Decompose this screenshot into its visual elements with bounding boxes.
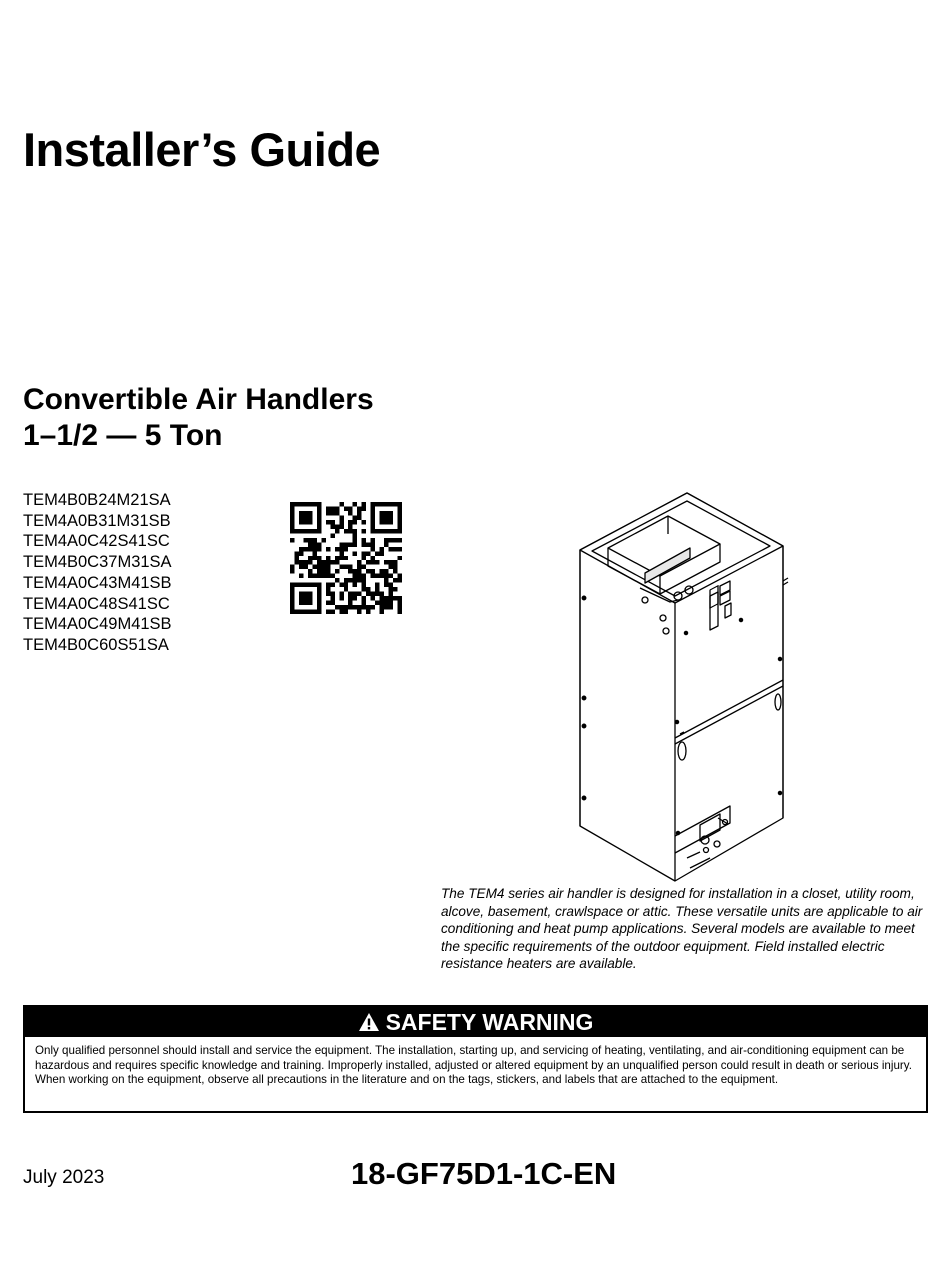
model-number: TEM4A0C48S41SC: [23, 594, 170, 613]
product-name: Convertible Air Handlers: [23, 383, 374, 416]
model-number: TEM4A0B31M31SB: [23, 511, 171, 530]
product-description: The TEM4 series air handler is designed for installation in a closet, utility room, alcove, basement, crawlspace or attic. These versatile units are applicable to air conditioning and heat pump applications. Several models are available to meet the specific requirements of the outdoor equipment. Field installed electric resistance heaters are available.: [441, 886, 923, 972]
model-number: TEM4B0B24M21SA: [23, 491, 171, 509]
page-title: Installer’s Guide: [23, 123, 381, 176]
model-list: [23, 490, 172, 656]
safety-warning-heading: SAFETY WARNING: [385, 1008, 594, 1035]
model-number: TEM4A0C49M41SB: [23, 615, 172, 634]
qr-code-icon[interactable]: [290, 502, 402, 614]
safety-warning-text: Only qualified personnel should install and service the equipment. The installation, starting up, and servicing of heating, ventilating, and air-conditioning equipment can be hazardous and requires specific knowledge and training. Improperly installed, adjusted or altered equipment by an unqualified person could result in death or serious injury. When working on the equipment, observe all precautions in the literature and on the tags, stickers, and labels that are attached to the equipment.: [35, 1044, 912, 1087]
model-number: TEM4B0C37M31SA: [23, 553, 172, 572]
safety-warning-header: [25, 1007, 926, 1037]
model-number: TEM4A0C42S41SC: [23, 532, 170, 551]
product-capacity: 1–1/2 — 5 Ton: [23, 419, 223, 452]
model-number: TEM4A0C43M41SB: [23, 573, 172, 592]
warning-triangle-icon: [358, 1012, 380, 1032]
document-number: 18-GF75D1-1C-EN: [351, 1156, 617, 1191]
model-number: TEM4B0C60S51SA: [23, 635, 169, 654]
publication-date: July 2023: [23, 1167, 105, 1188]
air-handler-illustration: [570, 488, 795, 883]
safety-warning-box: [23, 1005, 928, 1113]
product-heading: [23, 382, 374, 454]
